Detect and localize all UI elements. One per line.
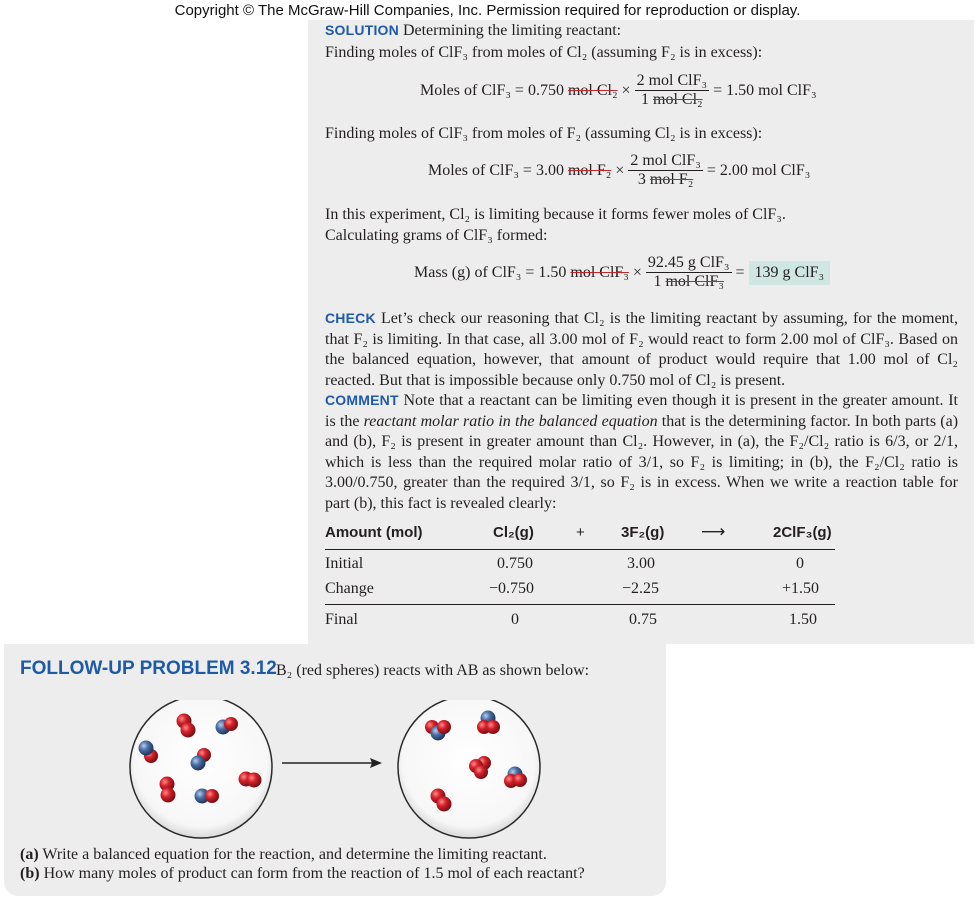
- check-text: Let’s check our reasoning that Cl₂ is the limiting reactant by assuming, for the moment, that F₂ is limiting. In that case, all 3.00 mol of F₂ would react to form 2.00 mol of ClF₃. Based on the balanced equation, however, that amount of product would require that 1.00 mol of Cl₂ reacted. But that is impossible because only 0.750 mol of Cl₂ is present.: [325, 310, 959, 389]
- eq3-equals: =: [735, 263, 745, 281]
- eq1-lhs: Moles of ClF₃ = 0.750: [420, 81, 564, 99]
- solution-line-2: Finding moles of ClF₃ from moles of F₂ (assuming Cl₂ is in excess):: [325, 125, 763, 142]
- eq2-rhs: = 2.00 mol ClF₃: [706, 161, 811, 179]
- reactant-scene-circle: [130, 700, 272, 838]
- check-paragraph: [325, 308, 958, 391]
- solution-line-4: Calculating grams of ClF₃ formed:: [325, 227, 548, 244]
- eq2-cancel: mol F₂: [567, 161, 612, 179]
- followup-intro: B₂ (red spheres) reacts with AB as shown below:: [276, 662, 590, 679]
- comment-paragraph: [325, 390, 958, 514]
- eq3-den-cancel: mol ClF₃: [665, 273, 724, 290]
- solution-line-1: Finding moles of ClF₃ from moles of Cl₂ (assuming F₂ is in excess):: [325, 44, 763, 61]
- eq1-den-cancel: mol Cl₂: [653, 91, 703, 108]
- table-header-clf3: 2ClF₃(g): [773, 524, 832, 541]
- equation-moles-from-f2: [426, 152, 812, 189]
- eq1-denominator: [635, 90, 709, 109]
- row-change-clf3: +1.50: [782, 580, 820, 597]
- question-a-label: (a): [20, 846, 39, 863]
- eq2-lhs: Moles of ClF₃ = 3.00: [428, 161, 564, 179]
- product-scene-circle: [398, 700, 540, 838]
- copyright-notice: Copyright © The McGraw-Hill Companies, Inc. Permission required for reproduction or display.: [174, 2, 801, 19]
- eq3-numerator: 92.45 g ClF₃: [647, 254, 730, 271]
- table-header-rule: [325, 549, 835, 550]
- solution-line-3: In this experiment, Cl₂ is limiting because it forms fewer moles of ClF₃.: [325, 206, 786, 223]
- eq1-times: ×: [621, 81, 631, 99]
- reaction-arrow: [282, 758, 382, 768]
- row-initial-clf3: 0: [796, 555, 804, 572]
- table-header-amount: Amount (mol): [325, 524, 423, 541]
- table-header-f2: 3F₂(g): [621, 524, 665, 541]
- eq3-lhs: Mass (g) of ClF₃ = 1.50: [414, 263, 567, 281]
- row-final-label: Final: [325, 611, 358, 628]
- comment-text-a: Note that a reactant can be limiting even though it is present in the greater amount. It is the: [325, 392, 959, 430]
- solution-heading: [325, 22, 621, 40]
- question-a: [20, 846, 547, 864]
- table-header-cl2: Cl₂(g): [493, 524, 534, 541]
- question-b: [20, 865, 585, 883]
- equation-mass-clf3: [412, 254, 832, 291]
- molecular-scene-illustration: [120, 700, 550, 840]
- row-change-label: Change: [325, 580, 374, 597]
- eq2-times: ×: [615, 161, 625, 179]
- question-a-text: Write a balanced equation for the reaction, and determine the limiting reactant.: [42, 846, 547, 863]
- row-change-f2: −2.25: [622, 580, 660, 597]
- eq2-numerator: 2 mol ClF₃: [630, 152, 701, 169]
- eq3-times: ×: [632, 263, 642, 281]
- eq1-cancel: mol Cl₂: [567, 81, 618, 99]
- question-b-label: (b): [20, 865, 40, 882]
- row-final-clf3: 1.50: [789, 611, 817, 628]
- row-change-cl2: −0.750: [489, 580, 535, 597]
- comment-keyword: COMMENT: [325, 392, 399, 408]
- comment-italic: reactant molar ratio in the balanced equation: [363, 412, 658, 430]
- eq3-fraction: [646, 254, 732, 291]
- eq3-denominator: [646, 272, 732, 291]
- eq1-fraction: [635, 72, 709, 109]
- table-total-rule: [325, 604, 835, 605]
- ab-molecule-4: [195, 789, 220, 804]
- row-initial-cl2: 0.750: [497, 555, 533, 572]
- check-keyword: CHECK: [325, 310, 376, 326]
- row-final-cl2: 0: [511, 611, 519, 628]
- comment-text-b: that is the determining factor. In both parts (a) and (b), F₂ is present in greater amount than Cl₂. However, in (a), the F₂/Cl₂ ratio is 6/3, or 2/1, which is less than the required molar ratio of 3/1, so F₂ is limiting; in (b), the F₂/Cl₂ ratio is 3.00/0.750, greater than the required 3/1, so F₂ is in excess. When we write a reaction table for part (b), this fact is revealed clearly:: [325, 412, 959, 512]
- eq2-den-cancel: mol F₂: [649, 171, 694, 188]
- eq2-denominator: [628, 170, 702, 189]
- eq2-den-value: 3: [637, 171, 646, 188]
- equation-moles-from-cl2: [418, 72, 819, 109]
- eq3-den-value: 1: [653, 273, 662, 290]
- row-final-f2: 0.75: [629, 611, 657, 628]
- solution-keyword: SOLUTION: [325, 22, 399, 38]
- eq1-rhs: = 1.50 mol ClF₃: [713, 81, 817, 99]
- eq3-cancel: mol ClF₃: [570, 263, 629, 281]
- row-initial-label: Initial: [325, 555, 364, 572]
- eq3-answer-highlight: 139 g ClF₃: [749, 261, 831, 285]
- eq2-fraction: [628, 152, 702, 189]
- table-header-arrow: ⟶: [701, 522, 726, 541]
- followup-title: FOLLOW-UP PROBLEM 3.12: [20, 658, 277, 679]
- question-b-text: How many moles of product can form from the reaction of 1.5 mol of each reactant?: [43, 865, 585, 882]
- b2-molecule-3: [239, 772, 262, 788]
- eq1-den-value: 1: [641, 91, 650, 108]
- row-initial-f2: 3.00: [627, 555, 655, 572]
- eq1-numerator: 2 mol ClF₃: [636, 72, 708, 89]
- table-header-plus: +: [576, 524, 585, 541]
- solution-intro: Determining the limiting reactant:: [402, 22, 622, 39]
